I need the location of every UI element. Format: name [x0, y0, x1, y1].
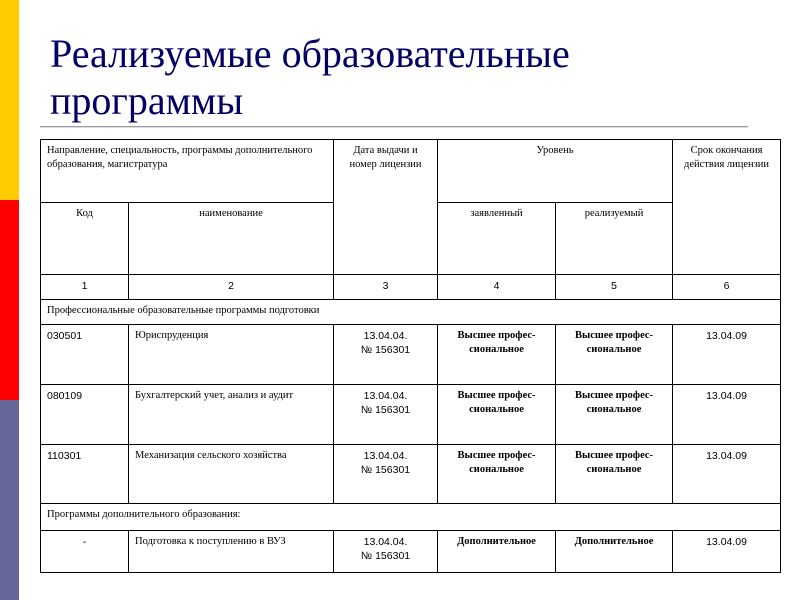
level-implemented: Высшее профес-сиональное — [556, 385, 673, 445]
header-level-implemented: реализуемый — [556, 203, 673, 275]
column-number: 6 — [673, 275, 781, 300]
level-declared: Высшее профес-сиональное — [438, 385, 556, 445]
header-direction: Направление, специальность, программы дополнительного образования, магистратура — [41, 140, 334, 203]
program-name: Механизация сельского хозяйства — [129, 445, 334, 504]
header-expiry: Срок окончания действия лицензии — [673, 140, 781, 275]
header-code: Код — [41, 203, 129, 275]
license-number: № 156301 — [360, 344, 411, 356]
table-row — [41, 325, 781, 385]
license-expiry: 13.04.09 — [673, 445, 781, 504]
license-number: № 156301 — [360, 464, 411, 476]
column-number: 1 — [41, 275, 129, 300]
program-code: - — [41, 531, 129, 573]
program-code: 030501 — [41, 325, 129, 385]
column-number: 4 — [438, 275, 556, 300]
program-code: 080109 — [41, 385, 129, 445]
license-expiry: 13.04.09 — [673, 385, 781, 445]
level-declared: Высшее профес-сиональное — [438, 445, 556, 504]
license-date: 13.04.04. — [363, 450, 408, 462]
slide-title: Реализуемые образовательные программы — [50, 31, 570, 123]
license-cell — [334, 385, 438, 445]
license-number: № 156301 — [360, 404, 411, 416]
license-date: 13.04.04. — [363, 536, 408, 548]
level-implemented: Высшее профес-сиональное — [556, 445, 673, 504]
level-declared: Дополнительное — [438, 531, 556, 573]
column-number: 2 — [129, 275, 334, 300]
decor-stripe-yellow — [0, 0, 19, 200]
license-date: 13.04.04. — [363, 390, 408, 402]
level-declared: Высшее профес-сиональное — [438, 325, 556, 385]
table-row — [41, 385, 781, 445]
program-name: Юриспруденция — [129, 325, 334, 385]
column-number: 3 — [334, 275, 438, 300]
section-title: Профессиональные образовательные программы подготовки — [41, 300, 781, 325]
decor-stripe-red — [0, 200, 19, 400]
program-name: Бухгалтерский учет, анализ и аудит — [129, 385, 334, 445]
table-row — [41, 531, 781, 573]
program-code: 110301 — [41, 445, 129, 504]
column-number-row — [41, 275, 781, 300]
license-cell — [334, 445, 438, 504]
header-name: наименование — [129, 203, 334, 275]
license-number: № 156301 — [360, 550, 411, 562]
license-expiry: 13.04.09 — [673, 325, 781, 385]
license-date: 13.04.04. — [363, 330, 408, 342]
level-implemented: Высшее профес-сиональное — [556, 325, 673, 385]
license-expiry: 13.04.09 — [673, 531, 781, 573]
section-title: Программы дополнительного образования: — [41, 504, 781, 531]
header-level: Уровень — [438, 140, 673, 203]
program-name: Подготовка к поступлению в ВУЗ — [129, 531, 334, 573]
decor-stripe-blue — [0, 400, 19, 600]
license-cell — [334, 325, 438, 385]
level-implemented: Дополнительное — [556, 531, 673, 573]
table-row — [41, 445, 781, 504]
header-license: Дата выдачи и номер лицензии — [334, 140, 438, 275]
license-cell — [334, 531, 438, 573]
title-divider — [40, 126, 748, 128]
programs-table — [40, 139, 781, 573]
column-number: 5 — [556, 275, 673, 300]
header-level-declared: заявленный — [438, 203, 556, 275]
